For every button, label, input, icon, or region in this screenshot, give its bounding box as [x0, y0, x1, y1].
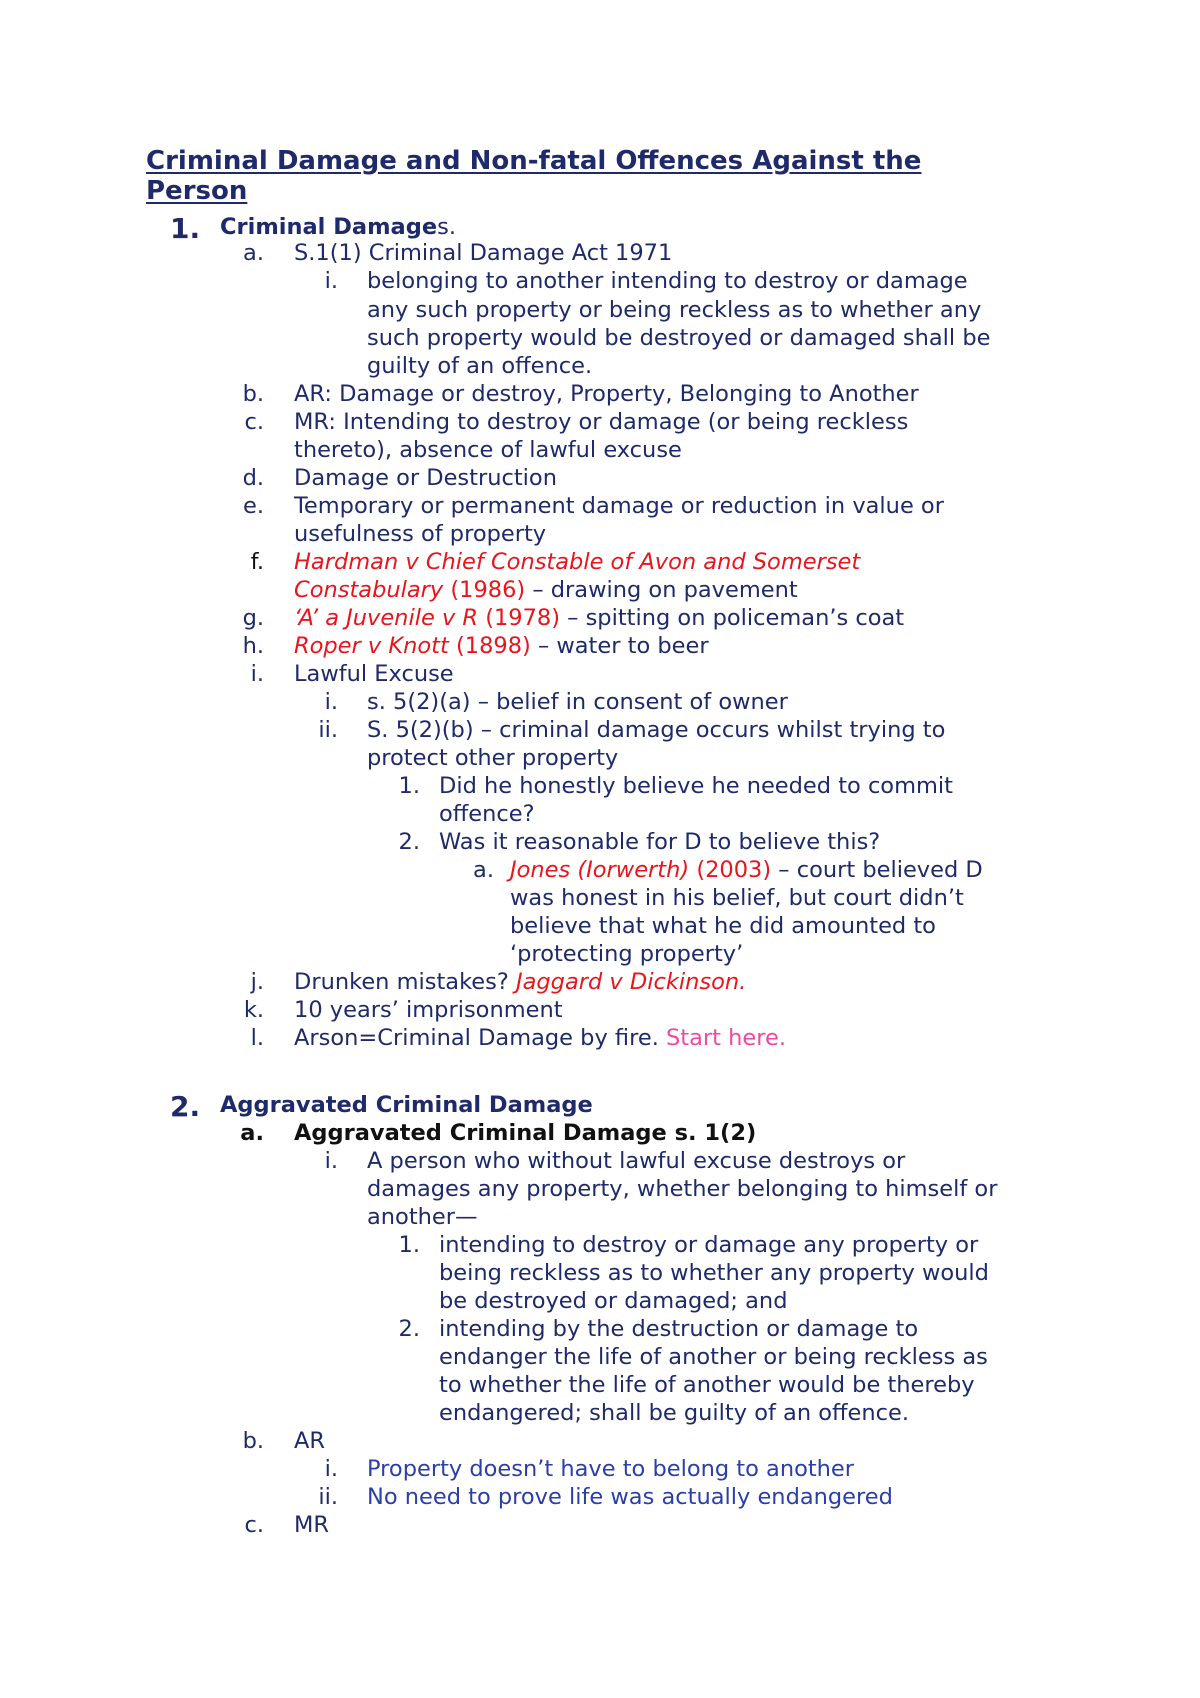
item-1e-mark: e. — [243, 493, 264, 519]
item-2c-mark: c. — [244, 1512, 264, 1538]
item-1a-text: S.1(1) Criminal Damage Act 1971 — [294, 240, 673, 266]
item-2a-i-2-line-1: intending by the destruction or damage to — [439, 1316, 919, 1342]
item-1a-mark: a. — [243, 240, 264, 266]
item-1i-ii-2a-line-4: ‘protecting property’ — [510, 941, 744, 967]
item-2a-i-1-line-2: being reckless as to whether any property would — [439, 1260, 989, 1286]
section-2-number: 2. — [170, 1090, 201, 1123]
item-1a-i-line-1: belonging to another intending to destroy or damage — [367, 268, 968, 294]
title-line-2: Person — [146, 176, 248, 206]
item-1i-ii-2a-case: Jones (Iorwerth) — [510, 857, 690, 883]
item-2b-ii-mark: ii. — [318, 1484, 338, 1510]
section-1-heading-bold: Criminal Damage — [220, 214, 438, 240]
item-1f-case-line-1: Hardman v Chief Constable of Avon and Somerset — [294, 549, 861, 575]
item-2b-mark: b. — [242, 1428, 264, 1454]
item-1i-ii-2-text: Was it reasonable for D to believe this? — [439, 829, 881, 855]
item-2a-i-line-1: A person who without lawful excuse destroys or — [367, 1148, 906, 1174]
item-1e-line-1: Temporary or permanent damage or reduction in value or — [294, 493, 944, 519]
item-1i-ii-1-line-1: Did he honestly believe he needed to commit — [439, 773, 953, 799]
item-1i-ii-line-1: S. 5(2)(b) – criminal damage occurs whilst trying to — [367, 717, 946, 743]
item-1f-mark: f. — [250, 549, 264, 575]
item-1f-line-2 — [294, 577, 798, 604]
item-1i-text: Lawful Excuse — [294, 661, 454, 687]
item-1d-mark: d. — [242, 465, 264, 491]
item-1c-mark: c. — [244, 409, 264, 435]
item-1d-text: Damage or Destruction — [294, 465, 557, 491]
item-1i-ii-2a-desc: – court believed D — [771, 857, 983, 883]
item-1l-text: Arson=Criminal Damage by fire. — [294, 1025, 666, 1051]
item-1j-text: Drunken mistakes? — [294, 969, 516, 995]
item-1f-year: (1986) — [443, 577, 526, 603]
item-1a-i-line-4: guilty of an offence. — [367, 353, 593, 379]
item-2a-i-2-mark: 2. — [398, 1316, 420, 1342]
item-1b-mark: b. — [242, 381, 264, 407]
document-title — [146, 146, 1046, 206]
item-1i-ii-2a-mark: a. — [473, 857, 494, 883]
item-1i-ii-2a-line-3: believe that what he did amounted to — [510, 913, 936, 939]
item-1i-mark: i. — [250, 661, 264, 687]
item-1f-case-line-2: Constabulary — [294, 577, 444, 603]
item-1i-i-text: s. 5(2)(a) – belief in consent of owner — [367, 689, 788, 715]
item-2a-i-2-line-4: endangered; shall be guilty of an offence. — [439, 1400, 909, 1426]
item-1i-ii-2a-line-2: was honest in his belief, but court didn’t — [510, 885, 964, 911]
item-1k-text: 10 years’ imprisonment — [294, 997, 563, 1023]
section-1-number: 1. — [170, 212, 201, 245]
item-2c-text: MR — [294, 1512, 330, 1538]
item-1h-mark: h. — [242, 633, 264, 659]
item-1i-ii-1-line-2: offence? — [439, 801, 535, 827]
item-1g-case: ‘A’ a Juvenile v R — [294, 605, 479, 631]
item-1l-mark: l. — [250, 1025, 264, 1051]
item-2b-i-text: Property doesn’t have to belong to another — [367, 1456, 855, 1482]
item-2a-i-2-line-2: endanger the life of another or being reckless as — [439, 1344, 988, 1370]
item-1h-case: Roper v Knott — [294, 633, 449, 659]
item-2a-i-2-line-3: to whether the life of another would be thereby — [439, 1372, 975, 1398]
item-1a-i-line-3: such property would be destroyed or damaged shall be — [367, 325, 991, 351]
item-1j-line — [294, 969, 746, 996]
item-2b-ii-text: No need to prove life was actually endangered — [367, 1484, 893, 1510]
item-1h-desc: – water to beer — [530, 633, 709, 659]
item-2a-i-1-mark: 1. — [398, 1232, 420, 1258]
item-2a-i-mark: i. — [324, 1148, 338, 1174]
item-1h-year: (1898) — [448, 633, 531, 659]
item-1f-desc: – drawing on pavement — [525, 577, 798, 603]
item-1i-ii-2-mark: 2. — [398, 829, 420, 855]
section-1-heading — [220, 214, 456, 241]
item-1g-year: (1978) — [478, 605, 561, 631]
item-1g-desc: – spitting on policeman’s coat — [560, 605, 905, 631]
item-2a-text: Aggravated Criminal Damage s. 1(2) — [294, 1120, 757, 1146]
item-1e-line-2: usefulness of property — [294, 521, 547, 547]
item-1i-ii-2a-year: (2003) — [689, 857, 772, 883]
item-1c-line-1: MR: Intending to destroy or damage (or being reckless — [294, 409, 909, 435]
item-1l-note: Start here. — [666, 1025, 786, 1051]
item-2a-mark: a. — [240, 1120, 264, 1146]
item-1c-line-2: thereto), absence of lawful excuse — [294, 437, 682, 463]
item-2a-i-line-3: another— — [367, 1204, 478, 1230]
item-1b-text: AR: Damage or destroy, Property, Belonging to Another — [294, 381, 919, 407]
item-1g-line — [294, 605, 904, 632]
item-1k-mark: k. — [243, 997, 264, 1023]
section-1-heading-rest: s. — [437, 214, 456, 240]
item-1i-ii-line-2: protect other property — [367, 745, 619, 771]
item-1h-line — [294, 633, 709, 660]
item-2a-i-1-line-1: intending to destroy or damage any property or — [439, 1232, 979, 1258]
item-1i-i-mark: i. — [324, 689, 338, 715]
title-line-1: Criminal Damage and Non-fatal Offences Against the — [146, 146, 922, 176]
item-1j-case: Jaggard v Dickinson. — [515, 969, 747, 995]
item-2b-i-mark: i. — [324, 1456, 338, 1482]
item-1a-i-line-2: any such property or being reckless as to whether any — [367, 297, 982, 323]
item-1g-mark: g. — [242, 605, 264, 631]
item-1j-mark: j. — [250, 969, 264, 995]
section-2-heading: Aggravated Criminal Damage — [220, 1092, 593, 1118]
item-1i-ii-2a-line-1 — [510, 857, 983, 884]
item-2b-text: AR — [294, 1428, 326, 1454]
item-1l-line — [294, 1025, 786, 1052]
item-2a-i-1-line-3: be destroyed or damaged; and — [439, 1288, 788, 1314]
item-1i-ii-1-mark: 1. — [398, 773, 420, 799]
item-1a-i-mark: i. — [324, 268, 338, 294]
item-1i-ii-mark: ii. — [318, 717, 338, 743]
item-2a-i-line-2: damages any property, whether belonging to himself or — [367, 1176, 998, 1202]
